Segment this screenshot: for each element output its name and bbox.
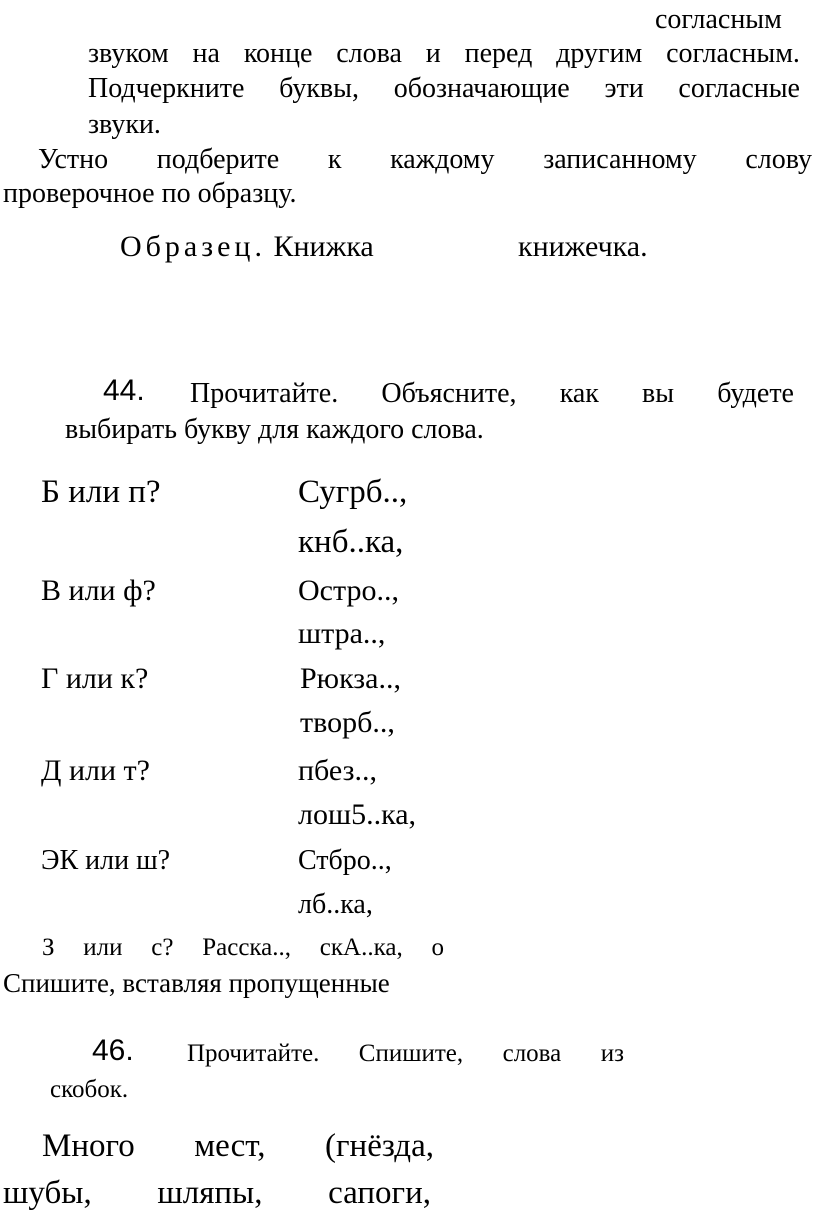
text-line: согласным	[655, 4, 782, 35]
letter-choice: Д или т?	[41, 754, 150, 787]
word: записанному	[543, 144, 697, 175]
word: обозначающие	[393, 73, 570, 104]
word-with-gap: Остро..,	[298, 574, 399, 607]
word: Прочитайте.	[187, 1040, 320, 1067]
word: шубы,	[3, 1175, 92, 1211]
word: эти	[604, 73, 644, 104]
word: конце	[243, 38, 313, 69]
word: перед	[464, 38, 533, 69]
word: слова	[336, 38, 402, 69]
word: сапоги,	[328, 1175, 431, 1211]
example-word: Книжка	[273, 230, 374, 263]
word: Спишите,	[358, 1040, 464, 1067]
word: будете	[717, 378, 794, 409]
letter-choice: Г или к?	[41, 662, 149, 695]
word-with-gap: кнб..ка,	[298, 524, 404, 560]
example-answer: книжечка.	[518, 230, 648, 263]
word: слову	[745, 144, 812, 175]
text-line	[38, 146, 812, 174]
text-line: проверочное по образцу.	[3, 178, 297, 209]
text-line	[42, 1130, 434, 1163]
letter-choice: В или ф?	[41, 574, 156, 607]
word: Устно	[38, 144, 109, 175]
word-with-gap: Сугрб..,	[298, 474, 408, 510]
exercise-instruction	[187, 1041, 624, 1066]
example-label: Образец.	[120, 230, 266, 263]
word: Подчеркните	[88, 73, 245, 104]
example-line	[120, 232, 374, 262]
word: З	[42, 934, 55, 961]
text-line	[88, 75, 800, 103]
word: на	[192, 38, 220, 69]
text-line: Спишите, вставляя пропущенные	[3, 968, 390, 998]
word-with-gap: Рюкза..,	[300, 662, 401, 695]
word: вы	[642, 378, 675, 409]
word: или	[83, 934, 123, 961]
text-line	[42, 935, 444, 960]
word: из	[600, 1040, 624, 1067]
exercise-instruction	[190, 380, 794, 408]
text-line: звуки.	[88, 109, 161, 140]
word-with-gap: Стбро..,	[298, 845, 392, 876]
word: (гнёзда,	[325, 1128, 434, 1164]
word: звуком	[88, 38, 169, 69]
word: другим	[556, 38, 643, 69]
word: мест,	[194, 1128, 266, 1164]
word: и	[425, 38, 441, 69]
word-with-gap: лб..ка,	[298, 889, 373, 920]
text-line	[88, 40, 800, 68]
word: Много	[42, 1128, 135, 1164]
word: как	[559, 378, 599, 409]
word: скА..ка,	[319, 934, 403, 961]
word: согласные	[678, 73, 800, 104]
exercise-instruction: выбирать букву для каждого слова.	[65, 414, 484, 445]
exercise-instruction: скобок.	[50, 1076, 129, 1103]
word-with-gap: лош5..ка,	[298, 798, 417, 831]
word-with-gap: творб..,	[300, 706, 395, 739]
exercise-number: 44.	[103, 374, 145, 407]
word: Прочитайте.	[190, 378, 339, 409]
word: к	[327, 144, 342, 175]
word: с?	[151, 934, 174, 961]
word: согласным.	[666, 38, 800, 69]
word-with-gap: штра..,	[298, 617, 386, 650]
word-with-gap: пбез..,	[298, 754, 377, 787]
word: Объясните,	[381, 378, 517, 409]
word: Расска..,	[202, 934, 292, 961]
word: подберите	[156, 144, 280, 175]
word: буквы,	[279, 73, 359, 104]
word: слова	[502, 1040, 562, 1067]
exercise-number: 46.	[92, 1034, 134, 1067]
word: каждому	[390, 144, 495, 175]
word: шляпы,	[157, 1175, 263, 1211]
letter-choice: ЭК или ш?	[41, 845, 171, 876]
text-line	[3, 1177, 431, 1210]
word: о	[431, 934, 444, 961]
letter-choice: Б или п?	[41, 474, 161, 510]
